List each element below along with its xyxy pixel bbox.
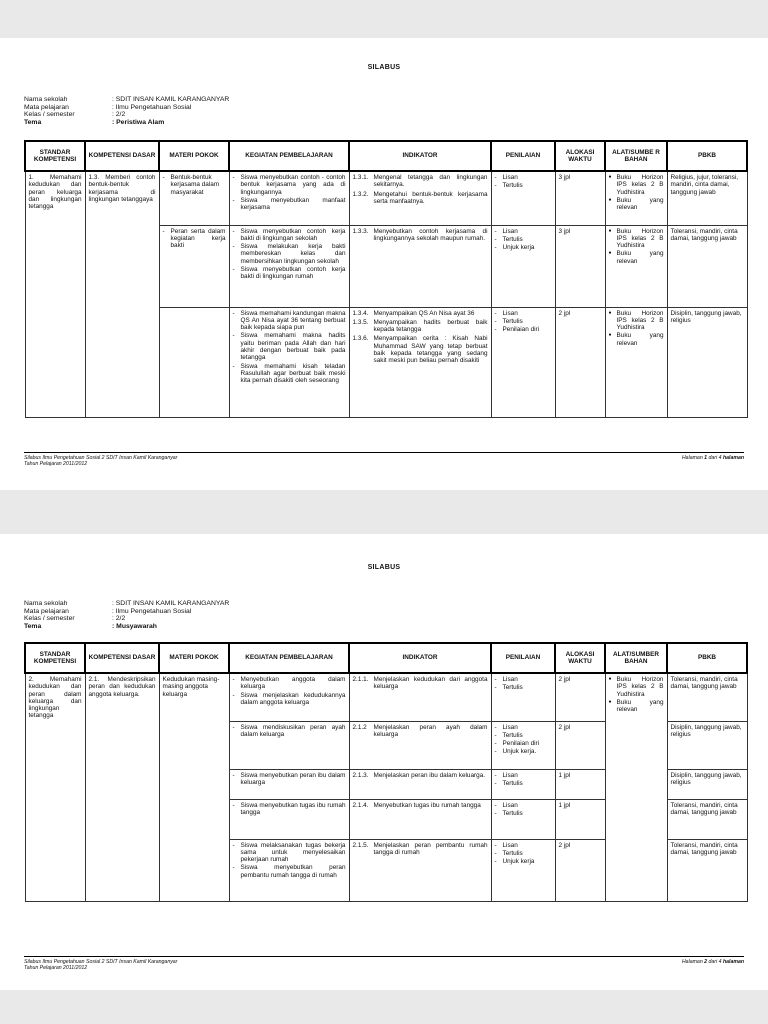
penilaian-cell — [491, 225, 555, 307]
alokasi-cell: 2 jpl — [555, 673, 605, 721]
indikator-text: Menyampaikan QS An Nisa ayat 36 — [373, 309, 475, 317]
pbkb-cell: Toleransi, mandiri, cinta damai, tanggung jawab — [667, 673, 747, 721]
indikator-cell — [349, 225, 491, 307]
indikator-number: 2.1.5. — [352, 841, 369, 849]
column-header: PENILAIAN — [491, 141, 555, 171]
column-header: ALOKASI WAKTU — [555, 141, 605, 171]
alokasi-cell: 2 jpl — [555, 721, 605, 769]
column-header: INDIKATOR — [349, 141, 491, 171]
materi-cell — [159, 307, 229, 417]
pbkb-cell: Disiplin, tanggung jawab, religius — [667, 721, 747, 769]
meta-label: Mata pelajaran — [24, 103, 69, 111]
pbkb-cell: Toleransi, mandiri, cinta damai, tanggung jawab — [667, 225, 747, 307]
pbkb-cell: Disiplin, tanggung jawab, religius — [667, 769, 747, 799]
meta-label: Kelas / semester — [24, 615, 75, 623]
kegiatan-cell — [229, 799, 349, 839]
indikator-number: 2.1.3. — [352, 771, 369, 779]
indikator-text: Menjelaskan peran ayah dalam keluarga — [373, 723, 488, 738]
indikator-text: Menjelaskan peran ibu dalam keluarga. — [373, 771, 486, 779]
column-header: KOMPETENSI DASAR — [85, 141, 159, 171]
penilaian-item: - Lisan — [495, 724, 552, 731]
kegiatan-item: - Siswa menjelaskan kedudukannya dalam anggota keluarga — [233, 692, 346, 707]
document-page-2 — [0, 534, 768, 990]
indikator-text: Menyampaikan hadits berbuat baik kepada tetangga — [373, 318, 488, 334]
meta-value: : SDIT INSAN KAMIL KARANGANYAR — [112, 600, 230, 607]
indikator-number: 2.1.1. — [352, 676, 369, 683]
penilaian-item: - Tertulis — [495, 318, 552, 325]
penilaian-item: - Lisan — [495, 802, 552, 809]
indikator-text: Menyebutkan contoh kerjasama di lingkungannya sekolah maupun rumah. — [373, 227, 488, 242]
meta-value: : Ilmu Pengetahuan Sosial — [112, 607, 192, 615]
kegiatan-item: - Siswa melakukan kerja bakti membereskan kelas dan membersihkan lingkungan sekolah — [233, 243, 346, 265]
page-title: SILABUS — [367, 564, 401, 571]
pbkb-cell: Religius, jujur, toleransi, mandiri, cinta damai, tanggung jawab — [667, 171, 747, 225]
penilaian-item: - Tertulis — [495, 810, 552, 817]
pbkb-cell: Disiplin, tanggung jawab, religius — [667, 307, 747, 417]
materi-cell — [159, 225, 229, 307]
penilaian-item: - Tertulis — [495, 732, 552, 739]
indikator-cell — [349, 721, 491, 769]
column-header: ALAT/SUMBE R BAHAN — [605, 141, 667, 171]
indikator-number: 1.3.4. — [352, 309, 369, 317]
indikator-text: Menjelaskan kedudukan dari anggota keluarga — [373, 676, 488, 691]
indikator-cell — [349, 673, 491, 721]
meta-value: : Peristiwa Alam — [112, 118, 165, 126]
page-number: Halaman 2 dari 4 halaman — [681, 959, 744, 965]
kegiatan-item: - Siswa memahami kisah teladan Rasulullah agar berbuat baik meski kita pernah disakiti oleh seseorang — [233, 363, 346, 385]
column-header: PENILAIAN — [491, 643, 555, 673]
indikator-cell — [349, 839, 491, 901]
alat-item: ● Buku yang relevan — [609, 197, 664, 212]
alat-item: ● Buku Horizon IPS kelas 2 B Yudhistira — [609, 310, 664, 332]
alokasi-cell: 2 jpl — [555, 307, 605, 417]
kompetensi-dasar-cell: 2.1. Mendeskripsikan peran dan kedudukan anggota keluarga. — [85, 673, 159, 901]
materi-cell — [159, 171, 229, 225]
column-header: STANDAR KOMPETENSI — [25, 141, 85, 171]
penilaian-item: - Lisan — [495, 676, 552, 683]
alat-cell — [605, 171, 667, 225]
page-footer — [24, 452, 744, 468]
kegiatan-cell — [229, 673, 349, 721]
table-header-row — [25, 643, 747, 673]
page-number: Halaman 1 dari 4 halaman — [681, 455, 744, 461]
alokasi-cell: 3 jpl — [555, 171, 605, 225]
penilaian-item: - Penilaian diri — [495, 326, 552, 333]
penilaian-cell — [491, 769, 555, 799]
page-footer — [24, 956, 744, 972]
kegiatan-item: - Siswa memahami makna hadits yaitu beriman pada Allah dan hari akhir dengan berbuat baik pada tetangga — [233, 332, 346, 361]
kegiatan-cell — [229, 307, 349, 417]
kegiatan-cell — [229, 839, 349, 901]
meta-label: Kelas / semester — [24, 111, 75, 119]
pbkb-cell: Toleransi, mandiri, cinta damai, tanggung jawab — [667, 839, 747, 901]
footer-line: Silabus Ilmu Pengetahuan Sosial 2 SDIT Insan Kamil Karanganyar — [24, 959, 178, 965]
indikator-cell — [349, 171, 491, 225]
alat-item: ● Buku yang relevan — [609, 699, 664, 714]
indikator-text: Menjelaskan peran pembantu rumah tangga di rumah — [373, 841, 488, 856]
indikator-cell — [349, 799, 491, 839]
meta-value: : Ilmu Pengetahuan Sosial — [112, 103, 192, 111]
alat-item: ● Buku Horizon IPS kelas 2 B Yudhistira — [609, 174, 664, 196]
alat-item: ● Buku yang relevan — [609, 332, 664, 347]
kegiatan-item: - Siswa menyebutkan manfaat kerjasama — [233, 197, 346, 212]
penilaian-item: - Tertulis — [495, 236, 552, 243]
indikator-number: 1.3.3. — [352, 227, 369, 235]
table-row — [25, 171, 747, 225]
meta-value: : 2/2 — [112, 615, 126, 623]
materi-item: - Bentuk-bentuk kerjasama dalam masyarakat — [163, 174, 226, 196]
penilaian-item: - Unjuk kerja. — [495, 748, 552, 755]
penilaian-cell — [491, 721, 555, 769]
alokasi-cell: 1 jpl — [555, 769, 605, 799]
alokasi-cell: 1 jpl — [555, 799, 605, 839]
penilaian-cell — [491, 839, 555, 901]
indikator-number: 1.3.1. — [352, 174, 369, 181]
kegiatan-item: - Siswa menyebutkan peran ibu dalam keluarga — [233, 772, 346, 787]
footer-line: Tahun Pelajaran 2011/2012 — [24, 965, 88, 972]
indikator-number: 1.3.2. — [352, 190, 369, 198]
column-header: KEGIATAN PEMBELAJARAN — [229, 141, 349, 171]
kegiatan-cell — [229, 171, 349, 225]
kegiatan-item: - Siswa memahami kandungan makna QS An Nisa ayat 36 tentang berbuat baik kepada siapa pun — [233, 310, 346, 332]
document-meta — [24, 96, 229, 126]
column-header: KOMPETENSI DASAR — [85, 643, 159, 673]
meta-label: Nama sekolah — [24, 600, 68, 607]
column-header: STANDAR KOMPETENSI — [25, 643, 85, 673]
penilaian-item: - Tertulis — [495, 684, 552, 691]
penilaian-item: - Tertulis — [495, 850, 552, 857]
penilaian-cell — [491, 673, 555, 721]
column-header: ALOKASI WAKTU — [555, 643, 605, 673]
alat-item: ● Buku Horizon IPS kelas 2 B Yudhistira — [609, 228, 664, 250]
kegiatan-cell — [229, 225, 349, 307]
kegiatan-cell — [229, 721, 349, 769]
kegiatan-item: - Menyebutkan anggota dalam keluarga — [233, 676, 346, 691]
alat-cell — [605, 307, 667, 417]
penilaian-item: - Tertulis — [495, 780, 552, 787]
materi-cell: Kedudukan masing-masing anggota keluarga — [159, 673, 229, 901]
penilaian-item: - Lisan — [495, 772, 552, 779]
meta-value: : Musyawarah — [112, 622, 157, 630]
indikator-number: 2.1.2 — [352, 723, 367, 731]
penilaian-item: - Unjuk kerja — [495, 244, 552, 251]
alokasi-cell: 3 jpl — [555, 225, 605, 307]
alat-cell — [605, 673, 667, 901]
meta-label: Tema — [24, 622, 42, 630]
penilaian-item: - Penilaian diri — [495, 740, 552, 747]
alokasi-cell: 2 jpl — [555, 839, 605, 901]
silabus-table — [24, 642, 748, 902]
indikator-cell — [349, 769, 491, 799]
penilaian-item: - Lisan — [495, 842, 552, 849]
alat-item: ● Buku yang relevan — [609, 250, 664, 265]
kegiatan-item: - Siswa menyebutkan tugas ibu rumah tangga — [233, 802, 346, 817]
column-header: INDIKATOR — [349, 643, 491, 673]
column-header: ALAT/SUMBER BAHAN — [605, 643, 667, 673]
page-title: SILABUS — [367, 64, 401, 71]
meta-label: Nama sekolah — [24, 96, 68, 103]
column-header: PBKB — [667, 141, 747, 171]
penilaian-cell — [491, 799, 555, 839]
indikator-number: 1.3.6. — [352, 335, 369, 343]
standar-kompetensi-cell: 1. Memahami kedudukan dan peran keluarga dan lingkungan tetangga — [25, 171, 85, 417]
penilaian-item: - Lisan — [495, 310, 552, 317]
penilaian-item: - Lisan — [495, 228, 552, 235]
document-page-1 — [0, 38, 768, 490]
materi-item: - Peran serta dalam kegiatan kerja bakti — [163, 228, 226, 250]
indikator-cell — [349, 307, 491, 417]
document-meta — [24, 600, 229, 630]
footer-line: Tahun Pelajaran 2011/2012 — [24, 461, 88, 468]
meta-value: : 2/2 — [112, 111, 126, 119]
penilaian-item: - Lisan — [495, 174, 552, 181]
meta-value: : SDIT INSAN KAMIL KARANGANYAR — [112, 96, 230, 103]
kegiatan-item: - Siswa melaksanakan tugas bekerja sama untuk menyelesaikan pekerjaan rumah — [233, 842, 346, 864]
kegiatan-item: - Siswa menyebutkan contoh - contoh bentuk kerjasama yang ada di lingkungannya — [233, 174, 346, 196]
column-header: MATERI POKOK — [159, 643, 229, 673]
column-header: KEGIATAN PEMBELAJARAN — [229, 643, 349, 673]
meta-label: Tema — [24, 118, 42, 126]
footer-line: Silabus Ilmu Pengetahuan Sosial 2 SDIT Insan Kamil Karanganyar — [24, 455, 178, 461]
indikator-number: 1.3.5. — [352, 318, 369, 326]
kegiatan-item: - Siswa mendiskusikan peran ayah dalam keluarga — [233, 724, 346, 739]
alat-item: ● Buku Horizon IPS kelas 2 B Yudhistira — [609, 676, 664, 698]
column-header: PBKB — [667, 643, 747, 673]
penilaian-cell — [491, 171, 555, 225]
kegiatan-cell — [229, 769, 349, 799]
kegiatan-item: - Siswa menyebutkan peran pembantu rumah tangga di rumah — [233, 864, 346, 879]
standar-kompetensi-cell: 2. Memahami kedudukan dan peran dalam keluarga dan lingkungan tetangga — [25, 673, 85, 901]
indikator-text: Mengenal tetangga dan lingkungan sekitarnya. — [373, 174, 488, 189]
penilaian-item: - Unjuk kerja — [495, 858, 552, 865]
silabus-table — [24, 140, 748, 418]
indikator-text: Menyampaikan cerita : Kisah Nabi Muhammad SAW yang tetap berbuat baik kepada tetangga yang sedang sakit meski pun beliau pernah disakiti — [373, 335, 488, 365]
penilaian-cell — [491, 307, 555, 417]
indikator-text: Menyebutkan tugas ibu rumah tangga — [373, 801, 481, 809]
kegiatan-item: - Siswa menyebutkan contoh kerja bakti di lingkungan sekolah — [233, 228, 346, 243]
table-header-row — [25, 141, 747, 171]
penilaian-item: - Tertulis — [495, 182, 552, 189]
indikator-number: 2.1.4. — [352, 801, 369, 809]
pbkb-cell: Toleransi, mandiri, cinta damai, tanggung jawab — [667, 799, 747, 839]
kompetensi-dasar-cell: 1.3. Memberi contoh bentuk-bentuk kerjasama di lingkungan tetanggaya — [85, 171, 159, 417]
meta-label: Mata pelajaran — [24, 607, 69, 615]
indikator-text: Mengetahui bentuk-bentuk kerjasama serta manfaatnya. — [373, 190, 488, 205]
alat-cell — [605, 225, 667, 307]
table-row — [25, 673, 747, 721]
kegiatan-item: - Siswa menyebutkan contoh kerja bakti di lingkungan rumah — [233, 266, 346, 281]
column-header: MATERI POKOK — [159, 141, 229, 171]
